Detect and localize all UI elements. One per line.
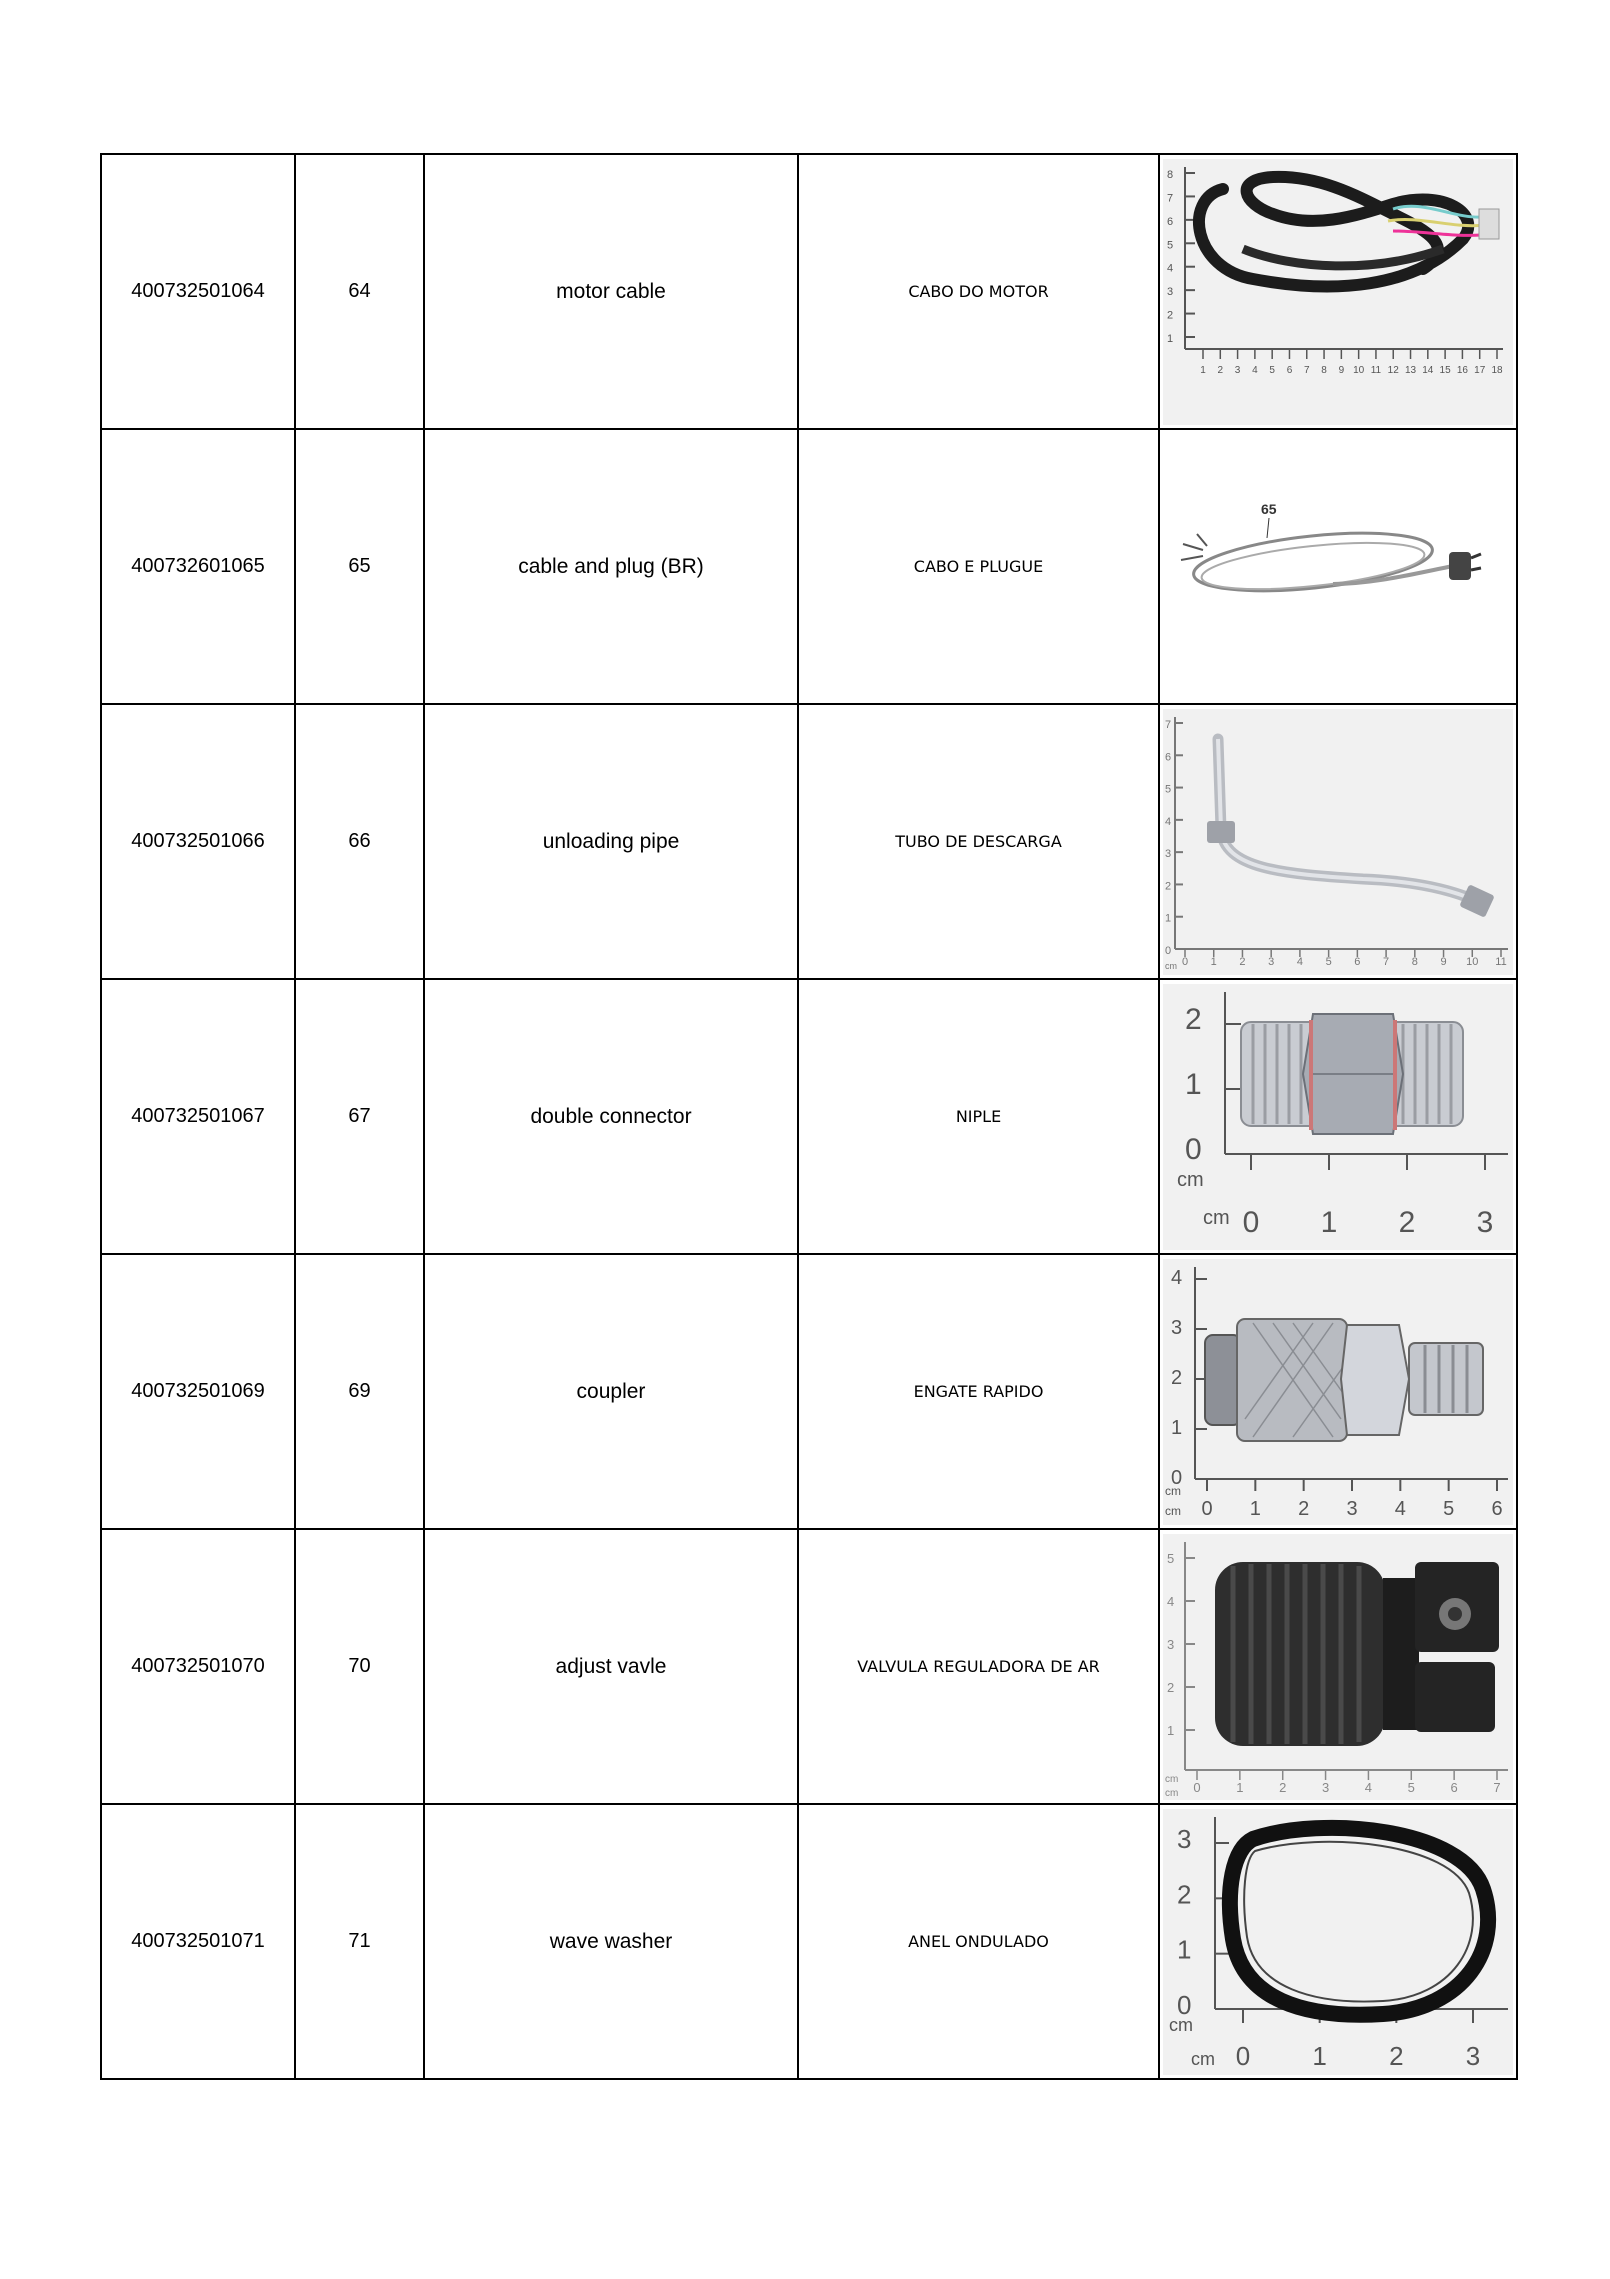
ruler-label: 2 [1177, 1878, 1192, 1909]
ruler-label: 4 [1167, 262, 1174, 275]
ruler-label: 6 [1450, 1779, 1458, 1795]
ruler-label: 4 [1167, 1593, 1175, 1609]
position-number: 70 [295, 1529, 424, 1804]
part-name-en: coupler [424, 1254, 798, 1529]
ruler-label: 1 [1171, 1416, 1183, 1439]
scale-unit: cm [1165, 1787, 1179, 1799]
ruler-label: 0 [1181, 955, 1189, 968]
ruler-label: 7 [1167, 191, 1174, 204]
ruler-label: 2 [1167, 1679, 1175, 1695]
table-row [101, 1804, 1517, 2079]
ruler-label: 1 [1320, 1205, 1338, 1239]
ruler-label: 6 [1286, 364, 1293, 376]
ruler-label: 2 [1217, 364, 1224, 376]
ruler-label: 7 [1165, 718, 1172, 731]
position-number: 71 [295, 1804, 424, 2079]
ruler-label: 17 [1474, 364, 1486, 376]
ruler-label: 2 [1171, 1366, 1183, 1389]
ruler-label: 1 [1249, 1497, 1261, 1520]
ruler-label: 1 [1200, 364, 1206, 376]
ruler-label: 1 [1165, 912, 1172, 925]
ruler-label: 0 [1171, 1466, 1183, 1489]
ruler-label: 5 [1167, 238, 1174, 251]
table-row [101, 1529, 1517, 1804]
ruler-label: 11 [1495, 955, 1507, 968]
ruler-label: 0 [1185, 1132, 1202, 1166]
parts-sheet [100, 153, 1516, 2080]
ruler-label: 3 [1165, 847, 1172, 860]
ruler-label: 6 [1165, 750, 1172, 763]
ruler-label: 5 [1269, 364, 1275, 376]
adjust-valve-photo [1163, 1534, 1513, 1800]
ruler-label: 4 [1364, 1779, 1373, 1795]
part-code: 400732501067 [101, 979, 295, 1254]
part-name-pt: TUBO DE DESCARGA [798, 704, 1159, 979]
ruler-label: 7 [1493, 1779, 1501, 1795]
table-row [101, 979, 1517, 1254]
ruler-label: 3 [1268, 955, 1275, 968]
position-number: 69 [295, 1254, 424, 1529]
ruler-label: 9 [1440, 955, 1447, 968]
ruler-label: 10 [1353, 364, 1365, 376]
table-row [101, 1254, 1517, 1529]
part-code: 400732501069 [101, 1254, 295, 1529]
part-code: 400732501064 [101, 154, 295, 429]
unloading-pipe-photo [1163, 709, 1513, 975]
ruler-label: 1 [1167, 1722, 1175, 1738]
ruler-label: 16 [1456, 364, 1468, 376]
ruler-label: 3 [1171, 1316, 1183, 1339]
ruler-label: 0 [1235, 2040, 1251, 2071]
ruler-label: 2 [1398, 1205, 1416, 1239]
ruler-label: 12 [1387, 364, 1399, 376]
ruler-label: 4 [1252, 364, 1258, 376]
part-code: 400732501070 [101, 1529, 295, 1804]
ruler-label: 1 [1236, 1779, 1244, 1795]
motor-cable-photo [1163, 159, 1513, 425]
ruler-label: 1 [1177, 1934, 1192, 1965]
parts-table [100, 153, 1518, 2080]
ruler-label: 8 [1167, 168, 1174, 181]
scale-unit: cm [1203, 1206, 1230, 1229]
ruler-label: 5 [1165, 783, 1172, 796]
ruler-label: 3 [1346, 1497, 1358, 1520]
part-name-en: motor cable [424, 154, 798, 429]
position-number: 65 [295, 429, 424, 704]
ruler-label: 18 [1491, 364, 1503, 376]
scale-unit: cm [1165, 1483, 1181, 1498]
ruler-label: 13 [1404, 364, 1417, 376]
ruler-label: 8 [1411, 955, 1418, 968]
scale-unit: cm [1165, 1773, 1179, 1785]
wave-washer-photo [1163, 1809, 1513, 2075]
double-connector-photo [1163, 984, 1513, 1250]
ruler-label: 4 [1394, 1497, 1406, 1520]
ruler-label: 6 [1354, 955, 1361, 968]
ruler-label: 5 [1443, 1497, 1455, 1520]
ruler-label: 2 [1185, 1002, 1202, 1036]
ruler-label: 5 [1325, 955, 1332, 968]
part-name-en: wave washer [424, 1804, 798, 2079]
ruler-label: 3 [1321, 1779, 1330, 1795]
ruler-label: 4 [1171, 1266, 1183, 1289]
part-name-en: double connector [424, 979, 798, 1254]
part-name-pt: NIPLE [798, 979, 1159, 1254]
ruler-label: 5 [1407, 1779, 1415, 1795]
ruler-label: 0 [1177, 1989, 1192, 2020]
ruler-label: 5 [1167, 1550, 1175, 1566]
part-name-pt: CABO E PLUGUE [798, 429, 1159, 704]
ruler-label: 7 [1383, 955, 1390, 968]
scale-unit: cm [1165, 960, 1177, 971]
cable-and-plug-drawing [1163, 434, 1513, 700]
ruler-label: 15 [1439, 364, 1451, 376]
coupler-photo [1163, 1259, 1513, 1525]
scale-unit: cm [1165, 1503, 1181, 1518]
ruler-label: 11 [1370, 364, 1382, 376]
table-row [101, 154, 1517, 429]
table-row [101, 704, 1517, 979]
ruler-label: 3 [1167, 285, 1174, 298]
position-number: 66 [295, 704, 424, 979]
ruler-label: 2 [1279, 1779, 1287, 1795]
callout-label: 65 [1261, 500, 1277, 517]
ruler-label: 4 [1165, 815, 1172, 828]
ruler-label: 1 [1312, 2040, 1327, 2071]
part-name-pt: ENGATE RAPIDO [798, 1254, 1159, 1529]
ruler-label: 7 [1303, 364, 1310, 376]
ruler-label: 1 [1185, 1067, 1202, 1101]
ruler-label: 6 [1491, 1497, 1503, 1520]
ruler-label: 3 [1167, 1636, 1175, 1652]
ruler-label: 8 [1321, 364, 1327, 376]
ruler-label: 0 [1165, 944, 1172, 957]
ruler-label: 2 [1165, 879, 1172, 892]
scale-unit: cm [1169, 2014, 1193, 2035]
part-name-en: cable and plug (BR) [424, 429, 798, 704]
part-code: 400732501071 [101, 1804, 295, 2079]
ruler-label: 3 [1234, 364, 1241, 376]
position-number: 64 [295, 154, 424, 429]
ruler-label: 0 [1201, 1497, 1213, 1520]
scale-unit: cm [1177, 1168, 1204, 1191]
ruler-label: 1 [1210, 955, 1217, 968]
part-code: 400732601065 [101, 429, 295, 704]
ruler-label: 6 [1167, 215, 1174, 228]
ruler-label: 4 [1296, 955, 1303, 968]
scale-unit: cm [1191, 2048, 1215, 2069]
part-name-en: unloading pipe [424, 704, 798, 979]
ruler-label: 14 [1422, 364, 1434, 376]
ruler-label: 3 [1476, 1205, 1494, 1239]
position-number: 67 [295, 979, 424, 1254]
ruler-label: 0 [1242, 1205, 1260, 1239]
ruler-label: 1 [1167, 332, 1174, 345]
ruler-label: 2 [1389, 2040, 1404, 2071]
part-name-en: adjust vavle [424, 1529, 798, 1804]
ruler-label: 3 [1177, 1823, 1192, 1854]
ruler-label: 2 [1167, 309, 1174, 322]
part-name-pt: VALVULA REGULADORA DE AR [798, 1529, 1159, 1804]
part-name-pt: CABO DO MOTOR [798, 154, 1159, 429]
ruler-label: 3 [1465, 2040, 1481, 2071]
part-name-pt: ANEL ONDULADO [798, 1804, 1159, 2079]
ruler-label: 2 [1239, 955, 1246, 968]
ruler-label: 10 [1466, 955, 1479, 968]
ruler-label: 0 [1193, 1779, 1201, 1795]
part-code: 400732501066 [101, 704, 295, 979]
ruler-label: 2 [1298, 1497, 1310, 1520]
table-row [101, 429, 1517, 704]
ruler-label: 9 [1338, 364, 1345, 376]
